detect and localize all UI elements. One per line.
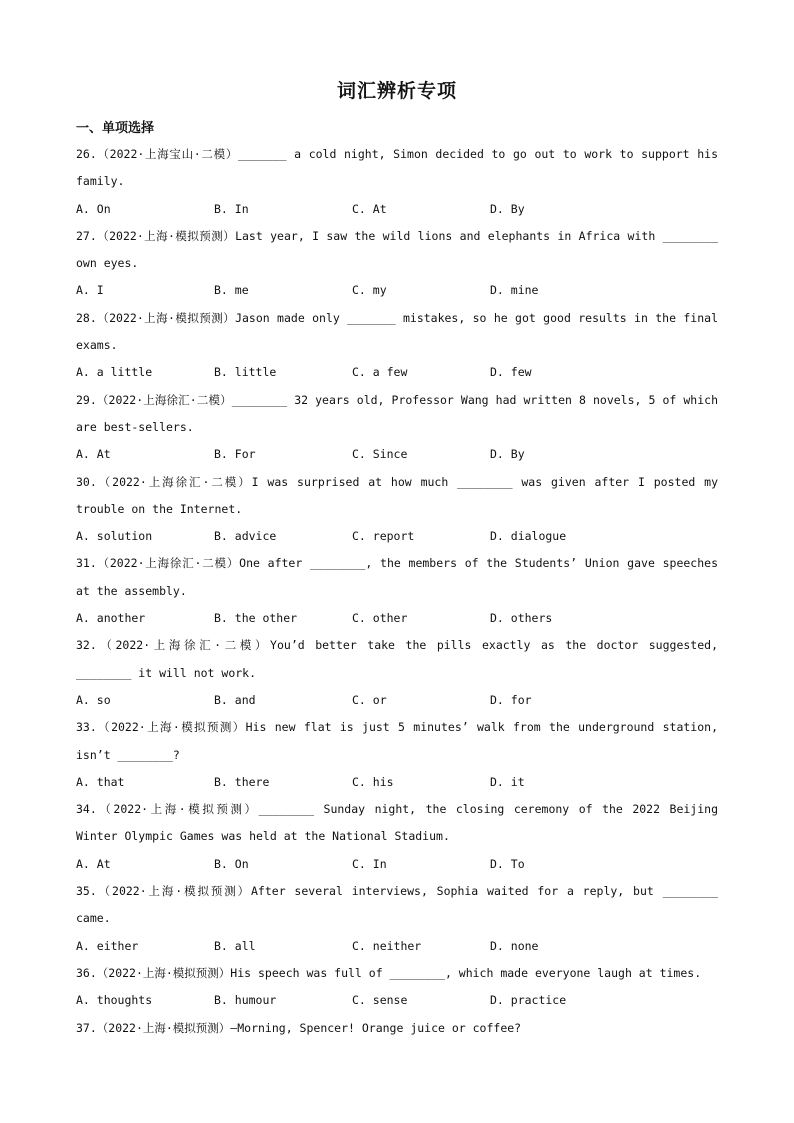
answer-option: D. mine [490,283,539,298]
answer-option: B. all [214,938,256,953]
question-item [76,878,718,960]
answer-option: A. solution [76,529,153,544]
question-item [76,223,718,305]
question-text-line: at the assembly. [76,583,187,598]
answer-option: D. dialogue [490,529,567,544]
answer-option: A. On [76,201,111,216]
answer-option: A. I [76,283,104,298]
options-row [76,987,718,1014]
question-text-line: isn’t ________? [76,747,180,762]
answer-option: B. humour [214,993,277,1008]
question-item [76,305,718,387]
question-item [76,387,718,469]
options-row [76,851,718,878]
question-text-line: exams. [76,338,118,353]
question-text-line: Winter Olympic Games was held at the National Stadium. [76,829,450,844]
question-text-line: own eyes. [76,256,139,271]
answer-option: D. few [490,365,532,380]
options-row [76,687,718,714]
options-row [76,441,718,468]
answer-option: D. By [490,201,525,216]
question-item [76,1015,718,1042]
answer-option: C. sense [352,993,408,1008]
answer-option: B. For [214,447,256,462]
question-text-line: family. [76,174,125,189]
answer-option: D. for [490,692,532,707]
question-text-line: 27.（2022·上海·模拟预测）Last year, I saw the wild lions and elephants in Africa with ________ [76,228,718,243]
answer-option: D. To [490,856,525,871]
section-heading: 一、单项选择 [76,121,155,136]
answer-option: C. my [352,283,387,298]
answer-option: B. little [214,365,277,380]
question-text-line: are best-sellers. [76,419,194,434]
options-row [76,523,718,550]
question-item [76,960,718,1015]
question-item [76,796,718,878]
question-text-line: 37.（2022·上海·模拟预测）—Morning, Spencer! Orange juice or coffee? [76,1020,522,1035]
answer-option: B. On [214,856,249,871]
question-item [76,550,718,632]
answer-option: C. In [352,856,387,871]
question-text-line: came. [76,911,111,926]
options-row [76,933,718,960]
answer-option: C. At [352,201,387,216]
answer-option: B. In [214,201,249,216]
question-text-line: 28.（2022·上海·模拟预测）Jason made only _______ mistakes, so he got good results in the final [76,310,718,325]
answer-option: D. others [490,611,553,626]
question-item [76,714,718,796]
question-text-line: 32.（2022·上海徐汇·二模）You’d better take the pills exactly as the doctor suggested, [76,638,718,653]
answer-option: D. By [490,447,525,462]
question-text-line: trouble on the Internet. [76,501,243,516]
question-text-line: 33.（2022·上海·模拟预测）His new flat is just 5 minutes’ walk from the underground station, [76,720,718,735]
question-item [76,469,718,551]
answer-option: C. Since [352,447,408,462]
question-text-line: 34.（2022·上海·模拟预测）________ Sunday night, the closing ceremony of the 2022 Beijing [76,802,718,817]
question-text-line: 30.（2022·上海徐汇·二模）I was surprised at how much ________ was given after I posted my [76,474,718,489]
answer-option: A. either [76,938,139,953]
answer-option: D. it [490,774,525,789]
question-text-line: 26.（2022·上海宝山·二模）_______ a cold night, Simon decided to go out to work to support his [76,147,718,161]
answer-option: A. At [76,447,111,462]
question-text-line: 35.（2022·上海·模拟预测）After several interviews, Sophia waited for a reply, but ________ [76,884,718,899]
question-list [76,141,718,1042]
answer-option: C. or [352,692,387,707]
question-item [76,632,718,714]
options-row [76,277,718,304]
answer-option: A. that [76,774,125,789]
answer-option: D. none [490,938,539,953]
answer-option: B. advice [214,529,277,544]
answer-option: B. me [214,283,249,298]
page-title: 词汇辨析专项 [336,80,457,102]
question-text-line: 36.（2022·上海·模拟预测）His speech was full of ________, which made everyone laugh at times. [76,965,702,980]
answer-option: C. neither [352,938,422,953]
answer-option: B. and [214,692,256,707]
answer-option: D. practice [490,993,567,1008]
answer-option: B. the other [214,611,298,626]
question-text-line: 29.（2022·上海徐汇·二模）________ 32 years old, Professor Wang had written 8 novels, 5 of which [76,392,718,407]
options-row [76,769,718,796]
answer-option: A. At [76,856,111,871]
question-text-line: ________ it will not work. [76,665,257,680]
answer-option: C. his [352,774,394,789]
options-row [76,605,718,632]
answer-option: C. a few [352,365,408,380]
answer-option: A. thoughts [76,993,153,1008]
answer-option: A. so [76,692,111,707]
answer-option: A. a little [76,365,153,380]
answer-option: A. another [76,611,146,626]
question-text-line: 31.（2022·上海徐汇·二模）One after ________, the members of the Students’ Union gave speeches [76,556,718,571]
question-item [76,141,718,223]
answer-option: B. there [214,774,270,789]
options-row [76,196,718,223]
answer-option: C. other [352,611,408,626]
answer-option: C. report [352,529,415,544]
options-row [76,359,718,386]
